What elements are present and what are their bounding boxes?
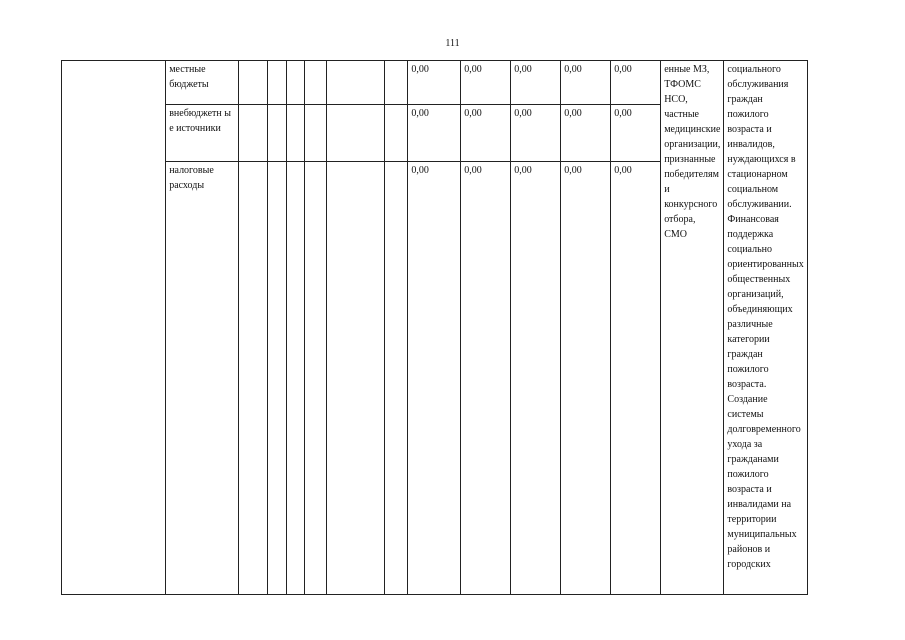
text-line: поддержка [727, 229, 774, 240]
text-line: граждан [727, 349, 763, 360]
executors-cell [661, 61, 724, 595]
text-line: районов и [727, 544, 771, 555]
value-cell: 0,00 [611, 162, 661, 595]
text-line: обслуживании. [727, 199, 792, 210]
text-line: системы [727, 409, 764, 420]
text-line: социального [727, 64, 781, 75]
text-line: организации, [664, 139, 721, 150]
text-line: территории [727, 514, 777, 525]
text-line: возраста. [727, 379, 767, 390]
page-number: 111 [445, 38, 460, 49]
funding-source-cell: внебюджетн ые источники [166, 105, 239, 162]
text-line: общественных [727, 274, 791, 285]
value-cell: 0,00 [408, 61, 461, 105]
text-line: пожилого [727, 469, 769, 480]
text-line: возраста и [727, 484, 772, 495]
result-cell [724, 61, 807, 595]
text-line: ТФОМС [664, 79, 701, 90]
funding-source-cell: местные бюджеты [166, 61, 239, 105]
result-text [727, 62, 803, 572]
text-line: городских [727, 559, 771, 570]
value-cell: 0,00 [408, 162, 461, 595]
value-cell: 0,00 [511, 162, 561, 595]
funding-source-cell: налоговые расходы [166, 162, 239, 595]
text-line: признанные [664, 154, 716, 165]
text-line: обслуживания [727, 79, 789, 90]
text-line: граждан [727, 94, 763, 105]
text-line: муниципальных [727, 529, 797, 540]
value-cell: 0,00 [561, 61, 611, 105]
text-line: Создание [727, 394, 768, 405]
text-line: организаций, [727, 289, 784, 300]
table-row [62, 61, 905, 105]
text-line: долговременного [727, 424, 801, 435]
text-line: пожилого [727, 109, 769, 120]
executors-text [664, 62, 720, 242]
text-line: возраста и [727, 124, 772, 135]
text-line: НСО, [664, 94, 688, 105]
value-cell: 0,00 [511, 61, 561, 105]
text-line: гражданами [727, 454, 779, 465]
text-line: пожилого [727, 364, 769, 375]
value-cell: 0,00 [611, 105, 661, 162]
value-cell: 0,00 [561, 162, 611, 595]
text-line: стационарном [727, 169, 788, 180]
value-cell: 0,00 [561, 105, 611, 162]
text-line: победителям [664, 169, 719, 180]
text-line: конкурсного [664, 199, 718, 210]
text-line: частные [664, 109, 699, 120]
text-line: отбора, [664, 214, 696, 225]
value-cell: 0,00 [611, 61, 661, 105]
text-line: категории [727, 334, 770, 345]
table-cell [62, 61, 166, 595]
text-line: ориентированных [727, 259, 804, 270]
budget-table [61, 60, 905, 595]
text-line: инвалидами на [727, 499, 792, 510]
value-cell: 0,00 [408, 105, 461, 162]
value-cell: 0,00 [461, 105, 511, 162]
value-cell: 0,00 [511, 105, 561, 162]
text-line: ухода за [727, 439, 763, 450]
text-line: инвалидов, [727, 139, 775, 150]
text-line: социально [727, 244, 772, 255]
text-line: СМО [664, 229, 687, 240]
text-line: и [664, 184, 670, 195]
text-line: Финансовая [727, 214, 779, 225]
text-line: различные [727, 319, 773, 330]
value-cell: 0,00 [461, 162, 511, 595]
text-line: социальном [727, 184, 779, 195]
text-line: енные МЗ, [664, 64, 710, 75]
value-cell: 0,00 [461, 61, 511, 105]
text-line: нуждающихся в [727, 154, 796, 165]
text-line: медицинские [664, 124, 721, 135]
text-line: объединяющих [727, 304, 793, 315]
